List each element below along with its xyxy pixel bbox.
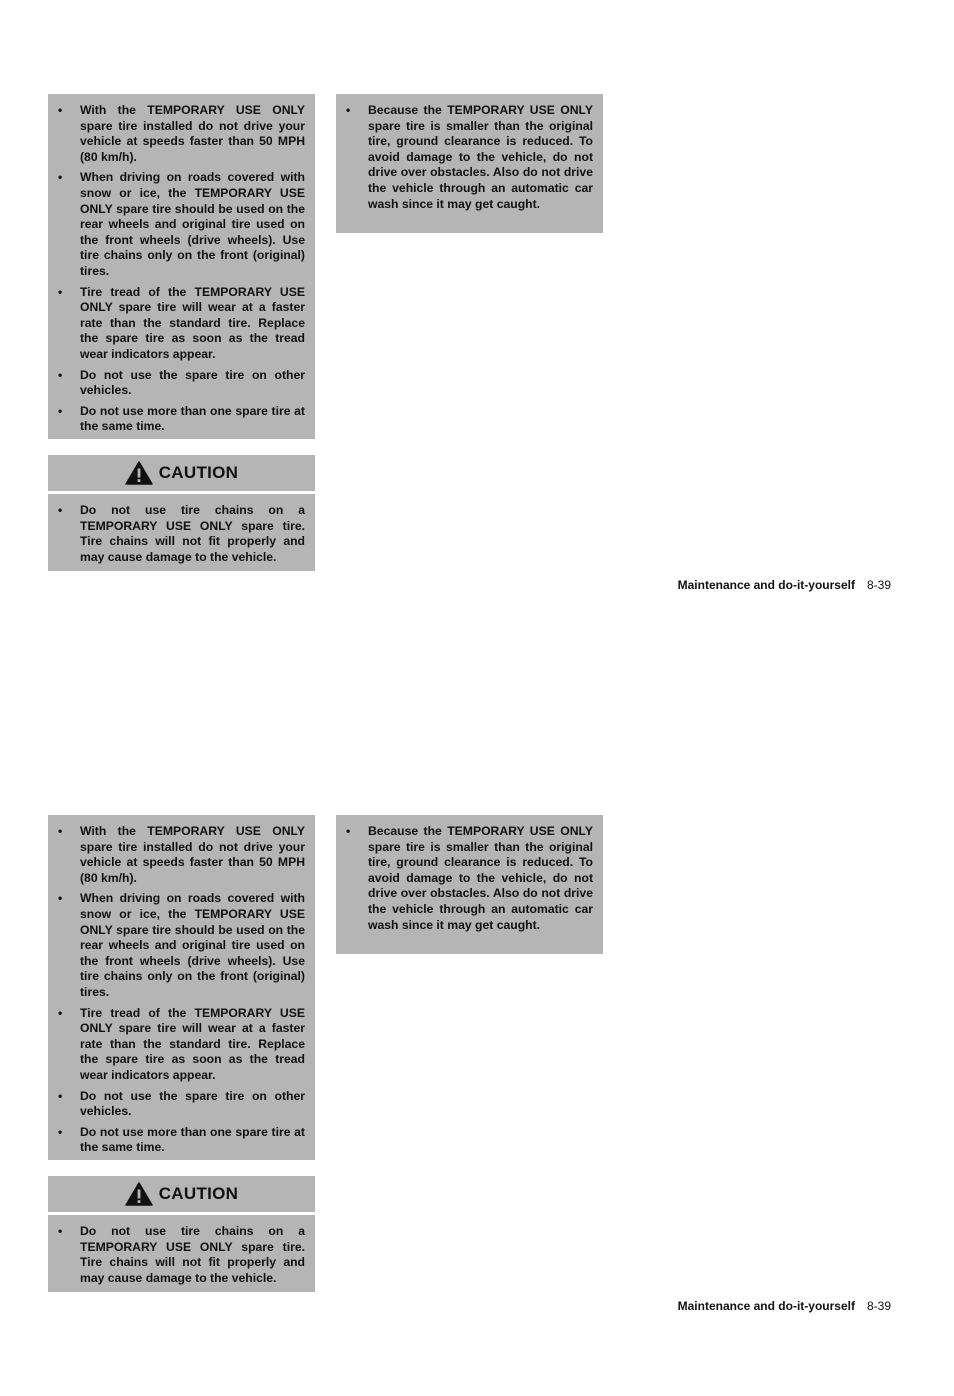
- page-bottom: [0, 721, 954, 1396]
- list-item: • When driving on roads covered with snow or ice, the TEMPORARY USE ONLY spare tire should be used on the rear wheels and original tire used on the front wheels (drive wheels). Use tire chains only on the front (original) tires.: [58, 891, 305, 1000]
- caution-label: CAUTION: [158, 463, 239, 482]
- page-number: 8-39: [866, 1299, 891, 1313]
- spare-tire-notes-box: [48, 815, 315, 1160]
- caution-header: [48, 1176, 315, 1212]
- page-footer: [678, 578, 891, 592]
- list-item: • With the TEMPORARY USE ONLY spare tire installed do not drive your vehicle at speeds faster than 50 MPH (80 km/h).: [58, 103, 305, 165]
- list-item: • Do not use more than one spare tire at the same time.: [58, 1125, 305, 1156]
- list-item: • Do not use the spare tire on other vehicles.: [58, 1089, 305, 1120]
- page-number: 8-39: [866, 578, 891, 592]
- ground-clearance-box: [336, 815, 603, 954]
- spare-tire-notes-box: [48, 94, 315, 439]
- warning-triangle-icon: [125, 461, 153, 485]
- list-item: • Do not use more than one spare tire at the same time.: [58, 404, 305, 435]
- footer-section: Maintenance and do-it-yourself: [677, 1299, 855, 1313]
- page-top: [0, 0, 954, 675]
- list-item: • Because the TEMPORARY USE ONLY spare tire is smaller than the original tire, ground clearance is reduced. To avoid damage to the vehicle, do not drive over obstacles. Also do not drive the vehicle through an automatic car wash since it may get caught.: [346, 824, 593, 933]
- list-item: • Do not use the spare tire on other vehicles.: [58, 368, 305, 399]
- ground-clearance-box: [336, 94, 603, 233]
- list-item: • Tire tread of the TEMPORARY USE ONLY spare tire will wear at a faster rate than the standard tire. Replace the spare tire as soon as the tread wear indicators appear.: [58, 285, 305, 363]
- caution-box: [48, 494, 315, 571]
- footer-section: Maintenance and do-it-yourself: [677, 578, 855, 592]
- list-item: • Do not use tire chains on a TEMPORARY USE ONLY spare tire. Tire chains will not fit properly and may cause damage to the vehicle.: [58, 503, 305, 565]
- caution-label: CAUTION: [158, 1184, 239, 1203]
- list-item: • Do not use tire chains on a TEMPORARY USE ONLY spare tire. Tire chains will not fit properly and may cause damage to the vehicle.: [58, 1224, 305, 1286]
- list-item: • When driving on roads covered with snow or ice, the TEMPORARY USE ONLY spare tire should be used on the rear wheels and original tire used on the front wheels (drive wheels). Use tire chains only on the front (original) tires.: [58, 170, 305, 279]
- list-item: • Tire tread of the TEMPORARY USE ONLY spare tire will wear at a faster rate than the standard tire. Replace the spare tire as soon as the tread wear indicators appear.: [58, 1006, 305, 1084]
- caution-header: [48, 455, 315, 491]
- list-item: • Because the TEMPORARY USE ONLY spare tire is smaller than the original tire, ground clearance is reduced. To avoid damage to the vehicle, do not drive over obstacles. Also do not drive the vehicle through an automatic car wash since it may get caught.: [346, 103, 593, 212]
- list-item: • With the TEMPORARY USE ONLY spare tire installed do not drive your vehicle at speeds faster than 50 MPH (80 km/h).: [58, 824, 305, 886]
- page-footer: [678, 1299, 891, 1313]
- caution-box: [48, 1215, 315, 1292]
- warning-triangle-icon: [125, 1182, 153, 1206]
